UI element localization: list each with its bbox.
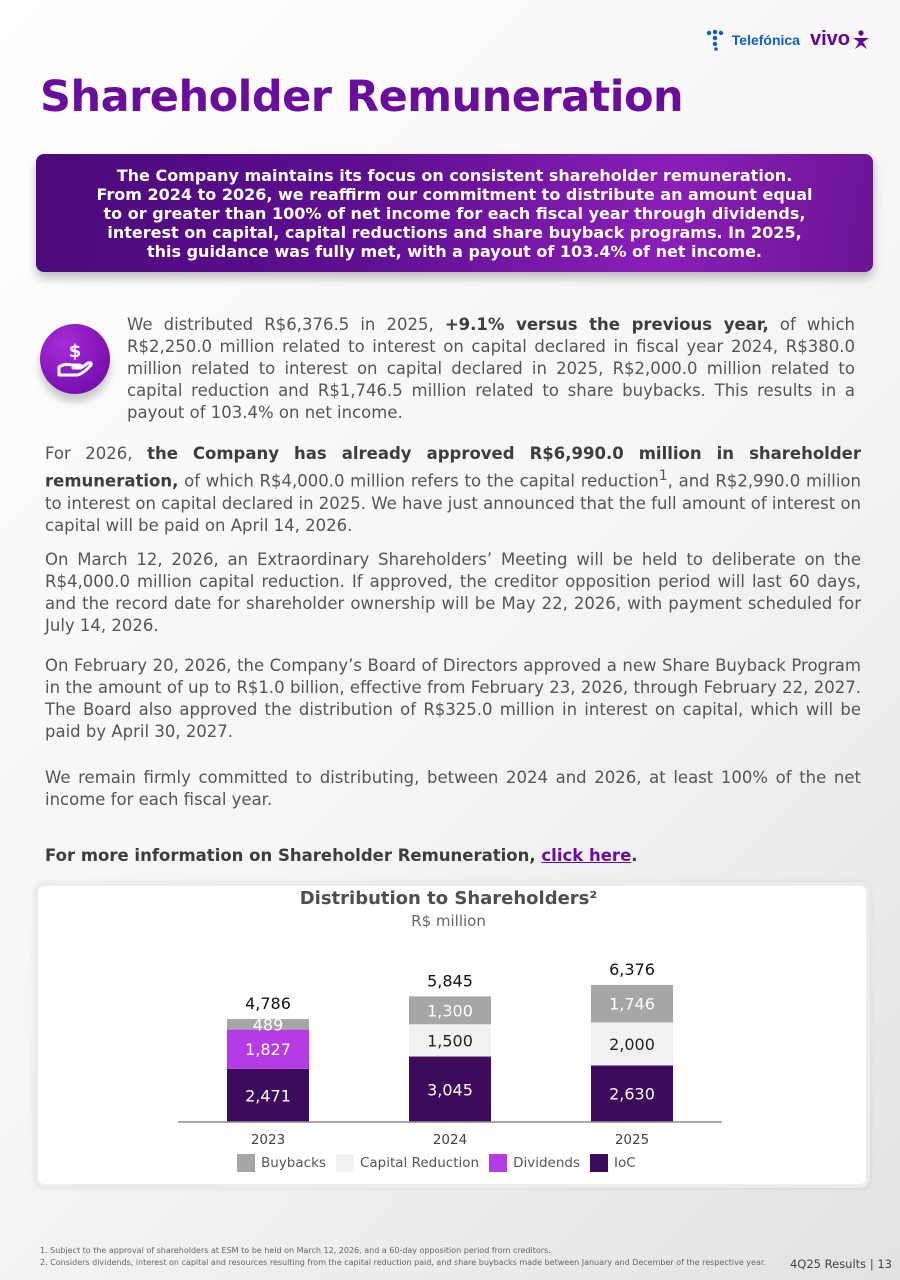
more-info-end: . [631, 846, 638, 865]
data-label-capital-reduction-2024: 1,500 [427, 1031, 473, 1051]
paragraph-commitment: We remain firmly committed to distributing, between 2024 and 2026, at least 100% of the net income for each fiscal year. [45, 768, 861, 809]
p2-text-d: , and R$2,990.0 million to interest on capital declared in 2025. We have just announced that the full amount of interest on capital will be paid on April 14, 2026. [45, 471, 861, 535]
legend-item-ioc [590, 1154, 636, 1172]
svg-text:$: $ [68, 341, 82, 362]
x-tick-label-2023: 2023 [250, 1132, 286, 1148]
total-label-2025: 6,376 [609, 959, 655, 979]
data-label-ioc-2023: 2,471 [245, 1086, 291, 1106]
legend-label-ioc: IoC [613, 1155, 636, 1171]
legend-item-dividends [489, 1154, 580, 1172]
paragraph-2026-approval [45, 443, 861, 537]
p2-text-a: For 2026, [45, 444, 148, 463]
legend-item-buybacks [237, 1154, 326, 1172]
telefonica-dots-icon [706, 29, 728, 51]
legend-swatch-capital-reduction [336, 1154, 354, 1172]
p1-text-bold: +9.1% versus the previous year, [444, 315, 769, 334]
paragraph-distribution-2025 [127, 314, 855, 424]
total-label-2024: 5,845 [427, 971, 473, 991]
vivo-figure-icon [852, 30, 870, 50]
header-logos [706, 28, 870, 51]
more-info-line [45, 846, 638, 865]
stacked-bar-chart [170, 950, 730, 1155]
legend-swatch-dividends [489, 1154, 507, 1172]
guidance-banner: The Company maintains its focus on consistent shareholder remuneration. From 2024 to 2026, we reaffirm our commitment to distribute an amount equal to or greater than 100% of net income for each fiscal year through dividends, interest on capital, capital reductions and share buyback programs. In 2025, this guidance was fully met, with a payout of 103.4% of net income. [36, 154, 873, 272]
p2-text-c: of which R$4,000.0 million refers to the capital reduction [178, 471, 659, 491]
vivo-logo [810, 28, 870, 51]
data-label-capital-reduction-2025: 2,000 [609, 1034, 655, 1054]
vivo-logo-text: vivo [809, 28, 850, 50]
legend-swatch-buybacks [237, 1154, 255, 1172]
more-info-text: For more information on Shareholder Remuneration, [45, 846, 542, 865]
page-title: Shareholder Remuneration [40, 72, 684, 122]
footnote-2: 2. Considers dividends, interest on capital and resources resulting from the capital reduction paid, and share buybacks made between January and December of the respective year. [40, 1258, 766, 1267]
chart-title: Distribution to Shareholders² [299, 888, 598, 909]
paragraph-esm-meeting: On March 12, 2026, an Extraordinary Shareholders’ Meeting will be held to deliberate on the R$4,000.0 million capital reduction. If approved, the creditor opposition period will last 60 days, and the record date for shareholder ownership will be May 22, 2026, with payment scheduled for July 14, 2026. [45, 550, 861, 635]
money-hand-icon [40, 324, 110, 394]
legend-label-capital-reduction: Capital Reduction [359, 1155, 480, 1171]
x-tick-label-2024: 2024 [432, 1132, 468, 1148]
x-tick-label-2025: 2025 [614, 1132, 650, 1148]
chart-subtitle: R$ million [411, 912, 486, 930]
data-label-buybacks-2023: 489 [252, 1015, 284, 1035]
click-here-link[interactable]: click here [541, 846, 632, 865]
legend-label-dividends: Dividends [513, 1155, 580, 1171]
page-footer: 4Q25 Results | 13 [789, 1257, 892, 1271]
p1-text-a: We distributed R$6,376.5 in 2025, [127, 315, 445, 334]
data-label-buybacks-2025: 1,746 [609, 994, 655, 1014]
telefonica-logo-text: Telefónica [731, 31, 800, 48]
legend-item-capital-reduction [336, 1154, 479, 1172]
data-label-ioc-2025: 2,630 [609, 1084, 655, 1104]
footnote-1: 1. Subject to the approval of shareholders at ESM to be held on March 12, 2026, and a 60-day opposition period from creditors. [40, 1246, 551, 1255]
legend-label-buybacks: Buybacks [261, 1155, 326, 1171]
footnotes [40, 1245, 766, 1269]
p2-text-bold: the Company has already approved R$6,990.0 million in shareholder remuneration, [45, 444, 861, 491]
p2-footnote-ref: 1 [658, 468, 668, 484]
money-hand-glyph [55, 339, 95, 379]
data-label-ioc-2024: 3,045 [427, 1080, 473, 1100]
legend-swatch-ioc [590, 1154, 608, 1172]
paragraph-buyback-program: On February 20, 2026, the Company’s Board of Directors approved a new Share Buyback Program in the amount of up to R$1.0 billion, effective from February 23, 2026, through February 22, 2027. The Board also approved the distribution of R$325.0 million in interest on capital, which will be paid by April 30, 2027. [45, 656, 861, 741]
data-label-buybacks-2024: 1,300 [427, 1001, 473, 1021]
total-label-2023: 4,786 [245, 994, 291, 1014]
chart-legend [237, 1154, 636, 1172]
telefonica-logo [706, 29, 800, 51]
p1-text-c: of which R$2,250.0 million related to interest on capital declared in fiscal year 2024, R$380.0 million related to interest on capital declared in 2025, R$2,000.0 million related to capital reduction and R$1,746.5 million related to share buybacks. This results in a payout of 103.4% on net income. [127, 315, 855, 422]
data-label-dividends-2023: 1,827 [245, 1040, 291, 1060]
